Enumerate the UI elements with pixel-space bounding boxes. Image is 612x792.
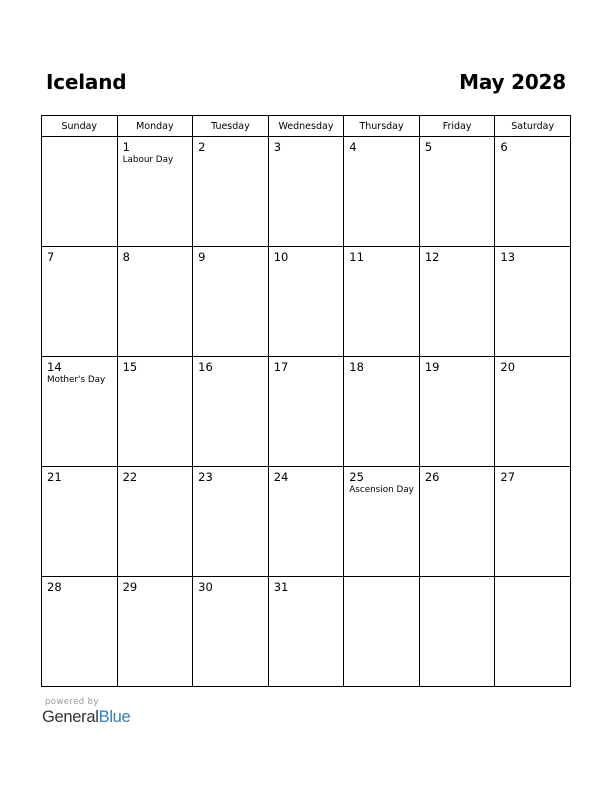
day-cell — [495, 577, 571, 687]
day-number: 13 — [500, 250, 516, 264]
weekday-thursday: Thursday — [344, 116, 420, 137]
holiday-label: Labour Day — [122, 155, 174, 165]
day-number: 4 — [349, 140, 357, 154]
day-number: 11 — [349, 250, 364, 264]
day-cell — [42, 247, 118, 357]
day-number: 8 — [122, 250, 130, 264]
day-cell — [419, 357, 495, 467]
day-number: 12 — [424, 250, 440, 264]
day-cell — [495, 357, 571, 467]
day-number: 18 — [349, 360, 364, 374]
holiday-label: Mother's Day — [47, 375, 106, 385]
day-number: 31 — [273, 580, 289, 594]
day-cell — [495, 247, 571, 357]
generalblue-logo[interactable] — [42, 708, 130, 727]
week-row-4 — [42, 467, 571, 577]
day-cell — [268, 577, 344, 687]
day-number: 5 — [424, 140, 433, 154]
day-number: 25 — [349, 470, 364, 484]
day-cell — [495, 137, 571, 247]
day-cell — [117, 467, 193, 577]
day-number: 9 — [198, 250, 206, 264]
day-cell — [344, 577, 420, 687]
day-number: 10 — [273, 250, 289, 264]
day-number: 3 — [273, 140, 282, 154]
day-number: 29 — [122, 580, 138, 594]
week-row-2 — [42, 247, 571, 357]
day-number: 19 — [424, 360, 440, 374]
month-year-title: May 2028 — [459, 70, 566, 94]
day-cell — [419, 577, 495, 687]
day-cell — [344, 357, 420, 467]
weekday-sunday: Sunday — [42, 116, 118, 137]
day-cell — [268, 357, 344, 467]
day-cell — [193, 137, 269, 247]
day-number: 24 — [273, 470, 289, 484]
day-number: 14 — [47, 360, 62, 374]
generalblue-footer — [42, 697, 182, 731]
week-row-5 — [42, 577, 571, 687]
day-cell — [117, 137, 193, 247]
day-number: 15 — [122, 360, 138, 374]
day-number: 23 — [198, 470, 213, 484]
weekday-wednesday: Wednesday — [268, 116, 344, 137]
weekday-monday: Monday — [117, 116, 193, 137]
day-number: 21 — [47, 470, 62, 484]
day-number: 27 — [500, 470, 516, 484]
day-cell — [268, 247, 344, 357]
day-cell — [419, 467, 495, 577]
day-number: 28 — [47, 580, 62, 594]
day-cell — [193, 577, 269, 687]
weekday-tuesday: Tuesday — [193, 116, 269, 137]
day-number: 7 — [47, 250, 55, 264]
day-cell — [419, 247, 495, 357]
day-cell — [419, 137, 495, 247]
day-cell — [42, 137, 118, 247]
day-number: 1 — [122, 140, 130, 154]
day-number: 20 — [500, 360, 516, 374]
day-number: 22 — [122, 470, 138, 484]
week-row-1 — [42, 137, 571, 247]
day-cell — [193, 247, 269, 357]
month-calendar-grid — [41, 115, 571, 687]
day-number: 6 — [500, 140, 508, 154]
day-cell — [193, 467, 269, 577]
holiday-label: Ascension Day — [349, 485, 414, 495]
day-cell — [42, 357, 118, 467]
day-cell — [344, 467, 420, 577]
brand-word-general: General — [42, 708, 99, 726]
day-cell — [117, 247, 193, 357]
day-number: 2 — [198, 140, 206, 154]
day-cell — [42, 467, 118, 577]
day-cell — [344, 247, 420, 357]
day-cell — [495, 467, 571, 577]
day-cell — [117, 357, 193, 467]
brand-word-blue: Blue — [98, 708, 131, 726]
weekday-header-row — [42, 116, 571, 137]
week-row-3 — [42, 357, 571, 467]
day-number: 16 — [198, 360, 213, 374]
weekday-friday: Friday — [419, 116, 495, 137]
day-cell — [117, 577, 193, 687]
weekday-saturday: Saturday — [495, 116, 571, 137]
day-cell — [268, 137, 344, 247]
powered-by-text: powered by — [45, 697, 99, 707]
country-title: Iceland — [46, 70, 127, 94]
day-cell — [42, 577, 118, 687]
day-number: 17 — [273, 360, 289, 374]
day-cell — [344, 137, 420, 247]
day-cell — [193, 357, 269, 467]
day-number: 30 — [198, 580, 213, 594]
day-number: 26 — [424, 470, 440, 484]
day-cell — [268, 467, 344, 577]
calendar-header — [41, 70, 571, 98]
